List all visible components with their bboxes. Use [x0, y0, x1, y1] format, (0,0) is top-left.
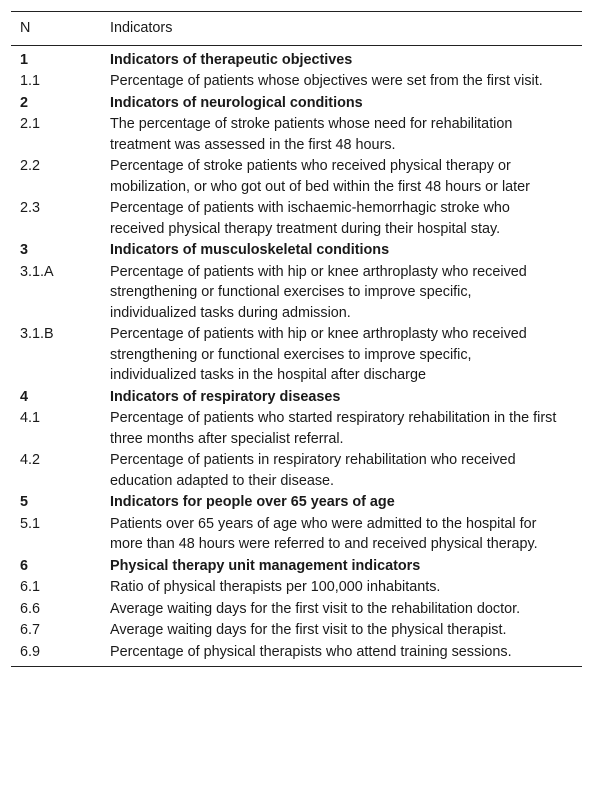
table-row [11, 324, 582, 387]
indicator-description: Percentage of physical therapists who attend training sessions. [110, 643, 512, 660]
indicators-table [11, 11, 582, 667]
row-number: 3.1.A [20, 263, 54, 280]
header-row [11, 12, 582, 46]
table-row [11, 408, 582, 450]
section-row [11, 492, 582, 514]
table-row [11, 642, 582, 667]
table-row [11, 450, 582, 492]
table-header [11, 12, 582, 46]
table-row [11, 599, 582, 621]
section-title: Indicators of neurological conditions [110, 94, 363, 111]
table-row [11, 262, 582, 325]
section-title: Physical therapy unit management indicators [110, 557, 421, 574]
row-number: 6.1 [20, 579, 41, 595]
table-row [11, 577, 582, 599]
section-row [11, 93, 582, 115]
row-number: 5.1 [20, 515, 41, 532]
indicator-description: Patients over 65 years of age who were admitted to the hospital for more than 48 hours were referred to and received physical therapy. [110, 515, 538, 552]
header-n: N [20, 20, 31, 36]
indicator-description: Percentage of patients whose objectives were set from the first visit. [110, 73, 543, 89]
row-number: 2 [20, 94, 29, 111]
section-title: Indicators for people over 65 years of age [110, 494, 395, 510]
indicators-table-container [11, 11, 582, 667]
row-number: 4 [20, 388, 29, 405]
table-body [11, 45, 582, 667]
row-number: 4.1 [20, 410, 41, 426]
section-row [11, 240, 582, 262]
section-title: Indicators of musculoskeletal conditions [110, 242, 390, 258]
section-row [11, 45, 582, 71]
indicator-description: Percentage of patients with hip or knee arthroplasty who received strengthening or functional exercises to improve specific, individualized tasks in the hospital after discharge [110, 326, 527, 383]
indicator-description: Average waiting days for the first visit to the physical therapist. [110, 622, 507, 638]
table-row [11, 514, 582, 556]
indicator-description: Percentage of patients with hip or knee arthroplasty who received strengthening or functional exercises to improve specific, individualized tasks during admission. [110, 263, 527, 321]
row-number: 1.1 [20, 73, 41, 89]
row-number: 2.3 [20, 200, 41, 216]
indicator-description: Ratio of physical therapists per 100,000 inhabitants. [110, 579, 441, 595]
section-row [11, 387, 582, 409]
row-number: 6.7 [20, 622, 41, 638]
indicator-description: Percentage of patients who started respiratory rehabilitation in the first three months after specialist referral. [110, 410, 557, 447]
row-number: 6 [20, 557, 29, 574]
table-row [11, 114, 582, 156]
row-number: 3.1.B [20, 326, 54, 342]
row-number: 3 [20, 242, 29, 258]
section-row [11, 556, 582, 578]
row-number: 2.1 [20, 116, 41, 132]
table-row [11, 156, 582, 198]
row-number: 6.6 [20, 600, 41, 617]
table-row [11, 198, 582, 240]
indicator-description: The percentage of stroke patients whose need for rehabilitation treatment was assessed in the first 48 hours. [110, 116, 513, 153]
indicator-description: Percentage of patients in respiratory rehabilitation who received education adapted to their disease. [110, 452, 516, 489]
indicator-description: Percentage of stroke patients who received physical therapy or mobilization, or who got out of bed within the first 48 hours or later [110, 158, 530, 195]
section-title: Indicators of respiratory diseases [110, 388, 341, 405]
row-number: 4.2 [20, 452, 41, 468]
indicator-description: Average waiting days for the first visit to the rehabilitation doctor. [110, 600, 521, 617]
table-row [11, 620, 582, 642]
section-title: Indicators of therapeutic objectives [110, 51, 353, 68]
row-number: 2.2 [20, 158, 41, 174]
row-number: 6.9 [20, 643, 41, 660]
row-number: 5 [20, 494, 29, 510]
header-indicators: Indicators [110, 20, 173, 36]
row-number: 1 [20, 51, 29, 68]
table-row [11, 71, 582, 93]
indicator-description: Percentage of patients with ischaemic-hemorrhagic stroke who received physical therapy treatment during their hospital stay. [110, 200, 510, 237]
